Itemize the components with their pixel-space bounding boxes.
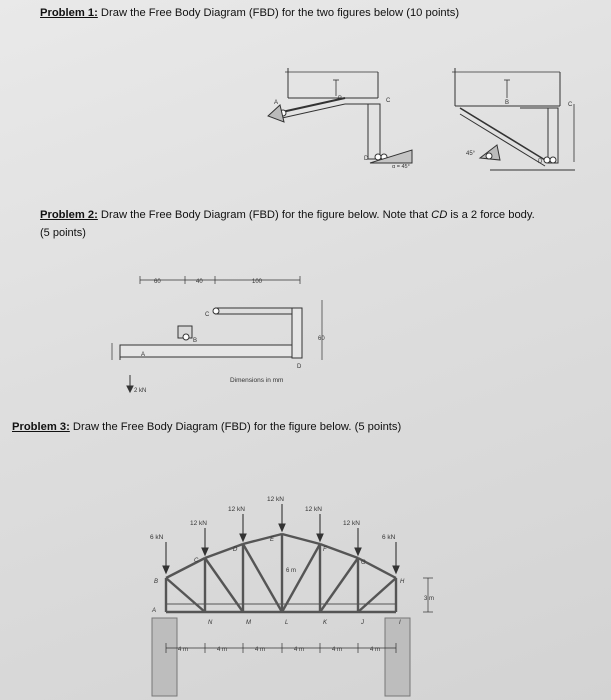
right-support — [385, 618, 410, 696]
load-label-6: 12 kN — [343, 520, 360, 527]
left-support — [152, 618, 177, 696]
p2-load: 2 kN — [134, 388, 147, 394]
mid-height-label: 6 m — [286, 568, 297, 574]
span-dim-1: 4 m — [178, 647, 189, 653]
problem-2-cd: CD — [431, 209, 448, 221]
span-dim-3: 4 m — [255, 647, 266, 653]
problem-1-text: Draw the Free Body Diagram (FBD) for the two figures below (10 points) — [97, 7, 460, 19]
joint-f: F — [323, 547, 327, 553]
fig-a-label-a: A — [274, 100, 279, 106]
joint-k: K — [323, 620, 328, 626]
p2-label-a: A — [141, 352, 146, 358]
problem-2-label: Problem 2: — [40, 209, 98, 221]
load-label-2: 12 kN — [190, 520, 207, 527]
joint-a: A — [152, 608, 157, 614]
p2-dim-2: 40 — [196, 279, 203, 285]
p2-caption: Dimensions in mm — [230, 377, 284, 384]
span-dim-4: 4 m — [294, 647, 305, 653]
fig-a-label-c: C — [386, 98, 391, 104]
fig-b-label-d: D — [538, 159, 543, 165]
truss-members — [166, 534, 396, 612]
problem-3-text: Draw the Free Body Diagram (FBD) for the figure below. (5 points) — [69, 421, 402, 433]
fig-a-label-b: B — [338, 96, 343, 102]
p2-dim-1: 60 — [154, 279, 161, 285]
joint-n: N — [208, 620, 213, 626]
joint-e: E — [270, 537, 275, 543]
fig-b-angle: 45° — [466, 151, 476, 157]
load-label-7: 6 kN — [382, 534, 396, 541]
fig-a-angle: α = 45° — [392, 164, 410, 170]
joint-b: B — [154, 579, 159, 585]
joint-j: J — [361, 620, 364, 626]
problem-2-text2: is a 2 force body. — [447, 209, 535, 221]
load-label-5: 12 kN — [305, 506, 322, 513]
load-label-4: 12 kN — [267, 496, 284, 503]
joint-l: L — [285, 620, 289, 626]
problem-2-points: (5 points) — [40, 227, 86, 239]
joint-c: C — [194, 558, 199, 564]
problem-1-label: Problem 1: — [40, 7, 98, 19]
joint-m: M — [246, 620, 251, 626]
joint-g: G — [361, 560, 366, 566]
span-dim-6: 4 m — [370, 647, 381, 653]
joint-h: H — [400, 579, 405, 585]
p2-label-d: D — [297, 364, 302, 370]
p2-label-c: C — [205, 312, 210, 318]
span-dim-5: 4 m — [332, 647, 343, 653]
p2-label-b: B — [193, 338, 198, 344]
problem-3-label: Problem 3: — [12, 421, 70, 433]
problem-2-text: Draw the Free Body Diagram (FBD) for the figure below. Note that — [97, 209, 432, 221]
height-dim: 3 m — [424, 596, 435, 602]
load-label-1: 6 kN — [150, 534, 164, 541]
span-dim-2: 4 m — [217, 647, 228, 653]
fig-b-label-b: B — [505, 100, 510, 106]
load-label-3: 12 kN — [228, 506, 245, 513]
p2-dim-4: 60 — [318, 336, 325, 342]
fig-a-label-d: D — [364, 156, 369, 162]
fig-b-label-c: C — [568, 102, 573, 108]
joint-i: I — [399, 620, 401, 626]
joint-d: D — [233, 547, 238, 553]
p2-dim-3: 100 — [252, 279, 263, 285]
